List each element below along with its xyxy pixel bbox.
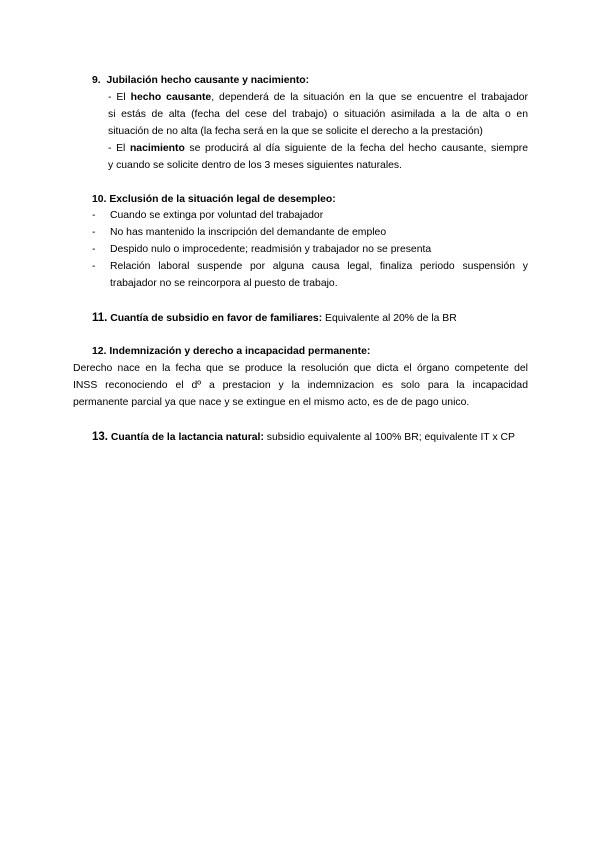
bullet-dash: -	[92, 227, 96, 238]
section-10-heading: 10. Exclusión de la situación legal de desempleo:	[92, 194, 336, 205]
list-item: No has mantenido la inscripción del demandante de empleo	[110, 227, 387, 238]
section-12-line-2: INSS reconociendo el dº a prestacion y la indemnizacion es solo para la incapacidad	[73, 380, 528, 391]
section-12-line-3: permanente parcial ya que nace y se extingue en el mismo acto, es de de pago unico.	[73, 397, 470, 408]
section-12-heading: 12. Indemnización y derecho a incapacidad permanente:	[92, 346, 371, 357]
section-9-line-5: y cuando se solicite dentro de los 3 meses siguientes naturales.	[108, 160, 402, 171]
bullet-dash: -	[92, 261, 96, 272]
list-item: Relación laboral suspende por alguna causa legal, finaliza periodo suspensión y	[110, 261, 528, 272]
section-11-number: 11.	[92, 312, 108, 324]
section-11: 11. Cuantía de subsidio en favor de familiares: Equivalente al 20% de la BR	[92, 312, 457, 324]
section-12-line-1: Derecho nace en la fecha que se produce la resolución que dicta el órgano competente del	[73, 363, 528, 374]
section-13: 13. Cuantía de la lactancia natural: subsidio equivalente al 100% BR; equivalente IT x CP	[92, 431, 515, 443]
section-9-line-4: - El nacimiento se producirá al día siguiente de la fecha del hecho causante, siempre	[108, 143, 528, 154]
section-9-line-3: situación de no alta (la fecha será en la que se solicite el derecho a la prestación)	[108, 126, 483, 137]
list-item: Despido nulo o improcedente; readmisión y trabajador no se presenta	[110, 244, 432, 255]
section-9-line-1: - El hecho causante, dependerá de la situación en la que se encuentre el trabajador	[108, 92, 528, 103]
section-9-line-2: si estás de alta (fecha del cese del trabajo) o situación asimilada a la de alta o en	[108, 109, 528, 120]
list-item: Cuando se extinga por voluntad del trabajador	[110, 210, 324, 221]
section-13-number: 13.	[92, 431, 108, 443]
section-9-heading: 9. Jubilación hecho causante y nacimiento:	[92, 75, 310, 86]
bullet-dash: -	[92, 244, 96, 255]
list-item-continuation: trabajador no se reincorpora al puesto de trabajo.	[110, 278, 338, 289]
bullet-dash: -	[92, 210, 96, 221]
